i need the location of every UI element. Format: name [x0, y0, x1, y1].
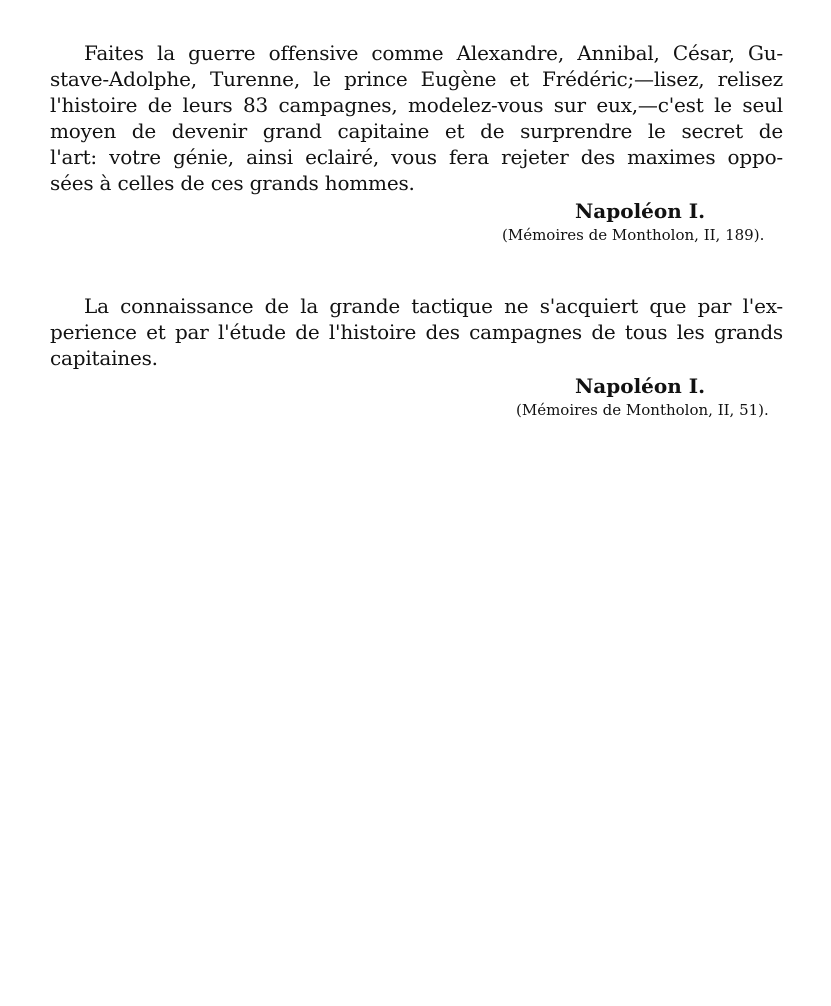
quote-2-line-1: La connaissance de la grande tactique ne s'acquiert que par l'ex-	[84, 294, 783, 318]
section-gap	[50, 246, 783, 293]
page-body	[50, 40, 783, 421]
quote-2-line-2: perience et par l'étude de l'histoire des campagnes de tous les grands	[50, 320, 783, 344]
quote-1-source: (Mémoires de Montholon, II, 189).	[502, 226, 765, 244]
quote-1	[50, 40, 783, 246]
quote-1-line-4: moyen de devenir grand capitaine et de surprendre le secret de	[50, 119, 783, 143]
quote-1-author: Napoléon I.	[575, 199, 706, 223]
quote-1-line-6: sées à celles de ces grands hommes.	[50, 171, 415, 195]
quote-2-line-3: capitaines.	[50, 346, 158, 370]
quote-1-line-2: stave-Adolphe, Turenne, le prince Eugène et Frédéric;—lisez, relisez	[50, 67, 783, 91]
quote-2-author: Napoléon I.	[575, 374, 706, 398]
quote-1-line-3: l'histoire de leurs 83 campagnes, modelez-vous sur eux,—c'est le seul	[50, 93, 783, 117]
quote-2-text	[50, 293, 783, 371]
quote-1-line-1: Faites la guerre offensive comme Alexandre, Annibal, César, Gu-	[84, 41, 783, 65]
quote-2	[50, 293, 783, 421]
quote-1-text	[50, 40, 783, 196]
quote-1-line-5: l'art: votre génie, ainsi eclairé, vous fera rejeter des maximes oppo-	[50, 145, 783, 169]
quote-2-source: (Mémoires de Montholon, II, 51).	[516, 401, 769, 419]
